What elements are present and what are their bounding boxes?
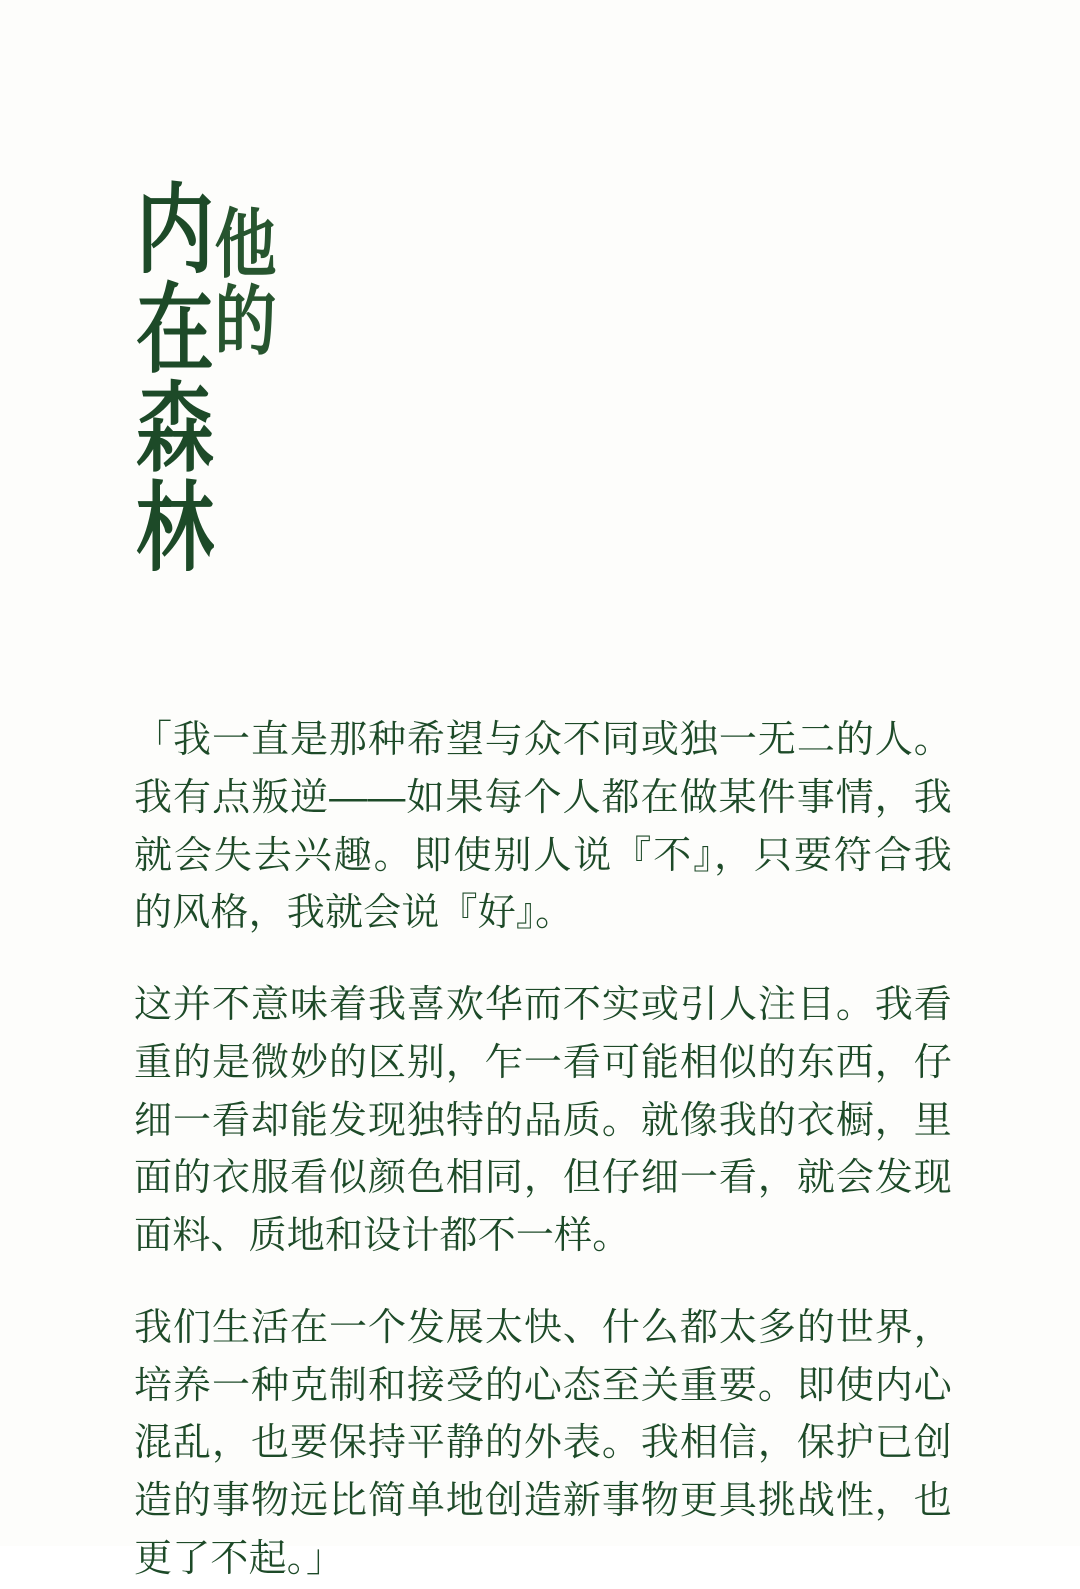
title-column-left: 内在森林 <box>125 178 213 576</box>
paragraph-2: 这并不意味着我喜欢华而不实或引人注目。我看重的是微妙的区别，乍一看可能相似的东西，仔细一看却能发现独特的品质。就像我的衣橱，里面的衣服看似颜色相同，但仔细一看，就会发现面料、质地和设计都不一样。 <box>134 984 952 1257</box>
vertical-title <box>125 178 566 576</box>
title-column-right: 他的 <box>205 204 274 359</box>
paragraph-3: 我们生活在一个发展太快、什么都太多的世界，培养一种克制和接受的心态至关重要。即使内心混乱，也要保持平静的外表。我相信，保护已创造的事物远比简单地创造新事物更具挑战性，也更了不起。」 <box>134 1306 952 1580</box>
paragraph-1: 「我一直是那种希望与众不同或独一无二的人。我有点叛逆——如果每个人都在做某件事情，我就会失去兴趣。即使别人说『不』，只要符合我的风格，我就会说『好』。 <box>134 719 952 935</box>
body-text <box>134 712 952 1589</box>
